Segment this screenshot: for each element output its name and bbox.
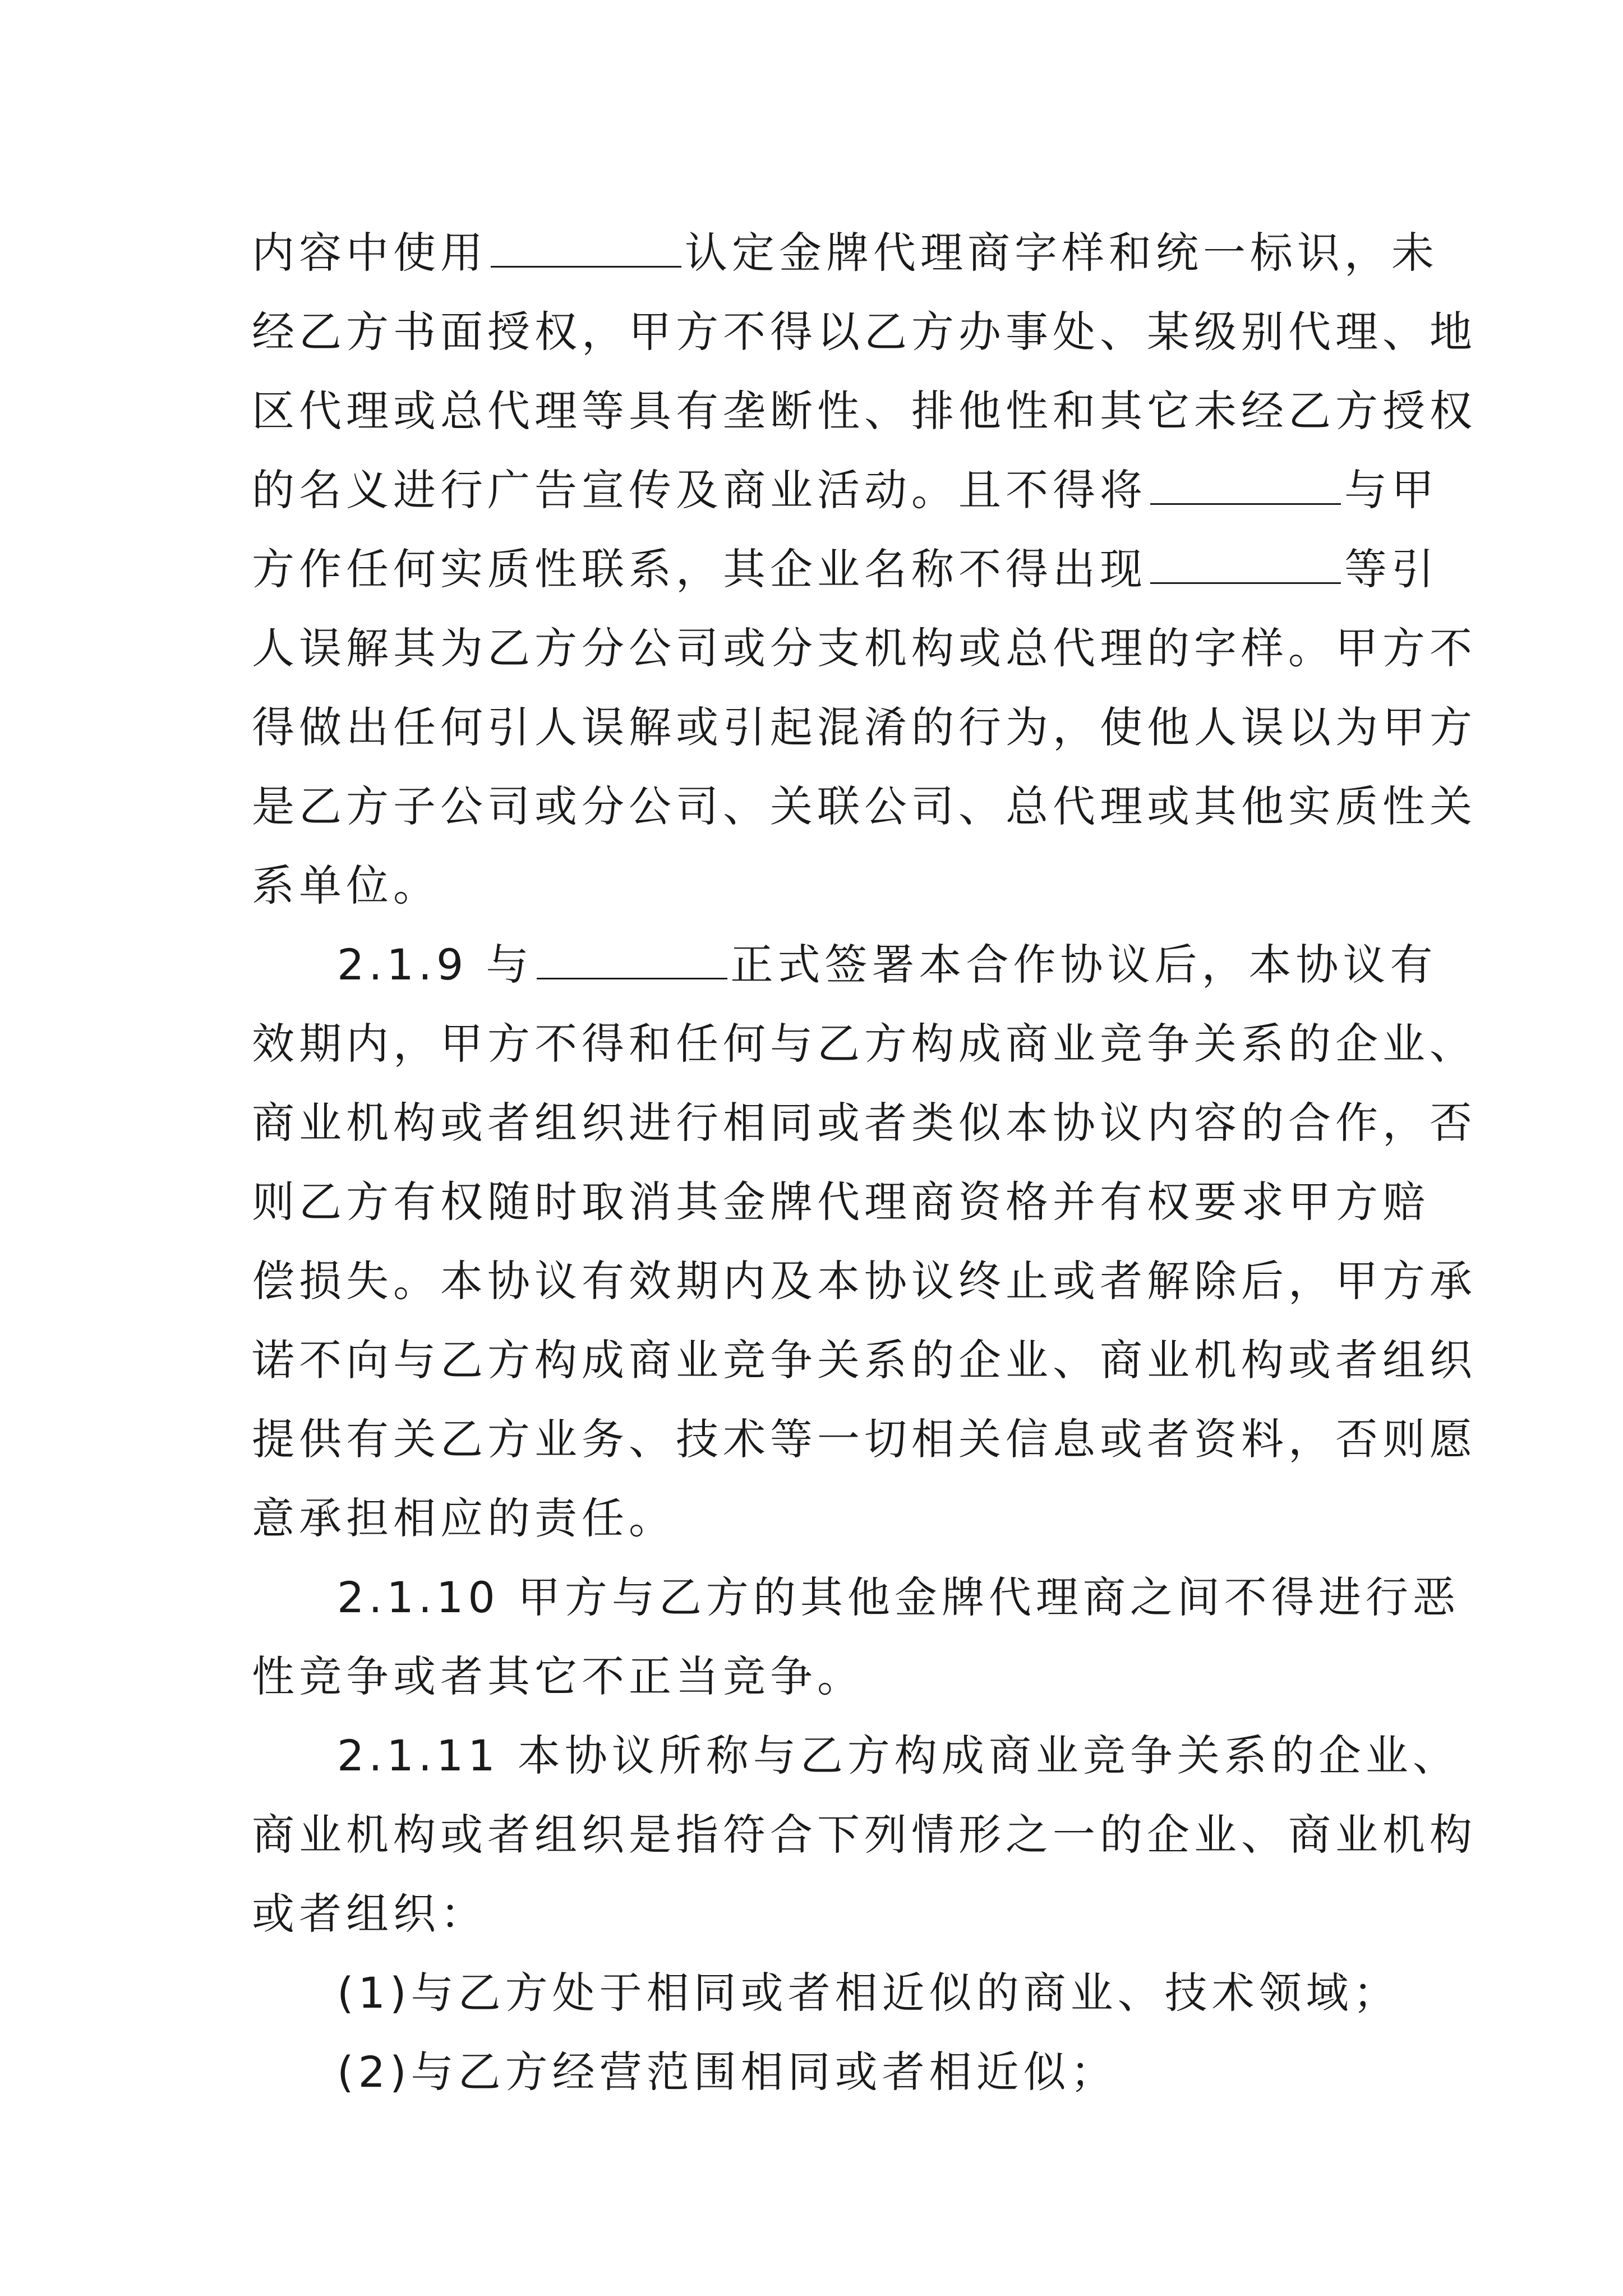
- list-item: (1)与乙方处于相同或者相近似的商业、技术领域；: [337, 1968, 1400, 2018]
- paragraph-line: 提供有关乙方业务、技术等一切相关信息或者资料，否则愿: [252, 1414, 1477, 1464]
- text-segment: 正式签署本合作协议后，本协议有: [730, 940, 1437, 990]
- fill-in-blank: [1150, 541, 1341, 584]
- paragraph-line: 系单位。: [252, 861, 440, 910]
- fill-in-blank: [1150, 462, 1341, 505]
- paragraph-line: 商业机构或者组织是指符合下列情形之一的企业、商业机构: [252, 1810, 1477, 1860]
- text-segment: 内容中使用: [252, 228, 487, 278]
- clause-2-1-9-first-line: [252, 925, 1437, 1004]
- text-segment: 2.1.9 与: [337, 940, 533, 990]
- fill-in-blank: [491, 224, 681, 268]
- paragraph-line: 则乙方有权随时取消其金牌代理商资格并有权要求甲方赔: [252, 1177, 1430, 1227]
- text-segment: 的名义进行广告宣传及商业活动。且不得将: [252, 465, 1147, 515]
- paragraph-line: 诺不向与乙方构成商业竞争关系的企业、商业机构或者组织: [252, 1335, 1477, 1385]
- paragraph-line: 区代理或总代理等具有垄断性、排他性和其它未经乙方授权: [252, 386, 1477, 436]
- text-segment: 等引: [1344, 544, 1438, 594]
- clause-2-1-10-first-line: 2.1.10 甲方与乙方的其他金牌代理商之间不得进行恶: [337, 1572, 1460, 1622]
- paragraph-line: 经乙方书面授权，甲方不得以乙方办事处、某级别代理、地: [252, 307, 1477, 357]
- list-item: (2)与乙方经营范围相同或者相近似；: [337, 2047, 1118, 2097]
- text-segment: 与甲: [1344, 465, 1438, 515]
- document-body: [252, 213, 1477, 2111]
- paragraph-line: 人误解其为乙方分公司或分支机构或总代理的字样。甲方不: [252, 623, 1477, 673]
- fill-in-blank: [537, 936, 727, 979]
- paragraph-line: 是乙方子公司或分公司、关联公司、总代理或其他实质性关: [252, 781, 1477, 831]
- paragraph-line: 商业机构或者组织进行相同或者类似本协议内容的合作，否: [252, 1098, 1477, 1148]
- paragraph-line: 偿损失。本协议有效期内及本协议终止或者解除后，甲方承: [252, 1256, 1477, 1306]
- paragraph-line: 意承担相应的责任。: [252, 1493, 676, 1543]
- paragraph-line: [252, 213, 1438, 292]
- text-segment: 方作任何实质性联系，其企业名称不得出现: [252, 544, 1147, 594]
- paragraph-line: 得做出任何引人误解或引起混淆的行为，使他人误以为甲方: [252, 702, 1477, 752]
- clause-2-1-11-first-line: 2.1.11 本协议所称与乙方构成商业竞争关系的企业、: [337, 1731, 1460, 1780]
- paragraph-line: [252, 530, 1438, 609]
- paragraph-line: 效期内，甲方不得和任何与乙方构成商业竞争关系的企业、: [252, 1019, 1477, 1069]
- text-segment: 认定金牌代理商字样和统一标识，未: [685, 228, 1438, 278]
- paragraph-line: 或者组织：: [252, 1889, 487, 1939]
- paragraph-line: [252, 450, 1438, 530]
- paragraph-line: 性竞争或者其它不正当竞争。: [252, 1651, 864, 1701]
